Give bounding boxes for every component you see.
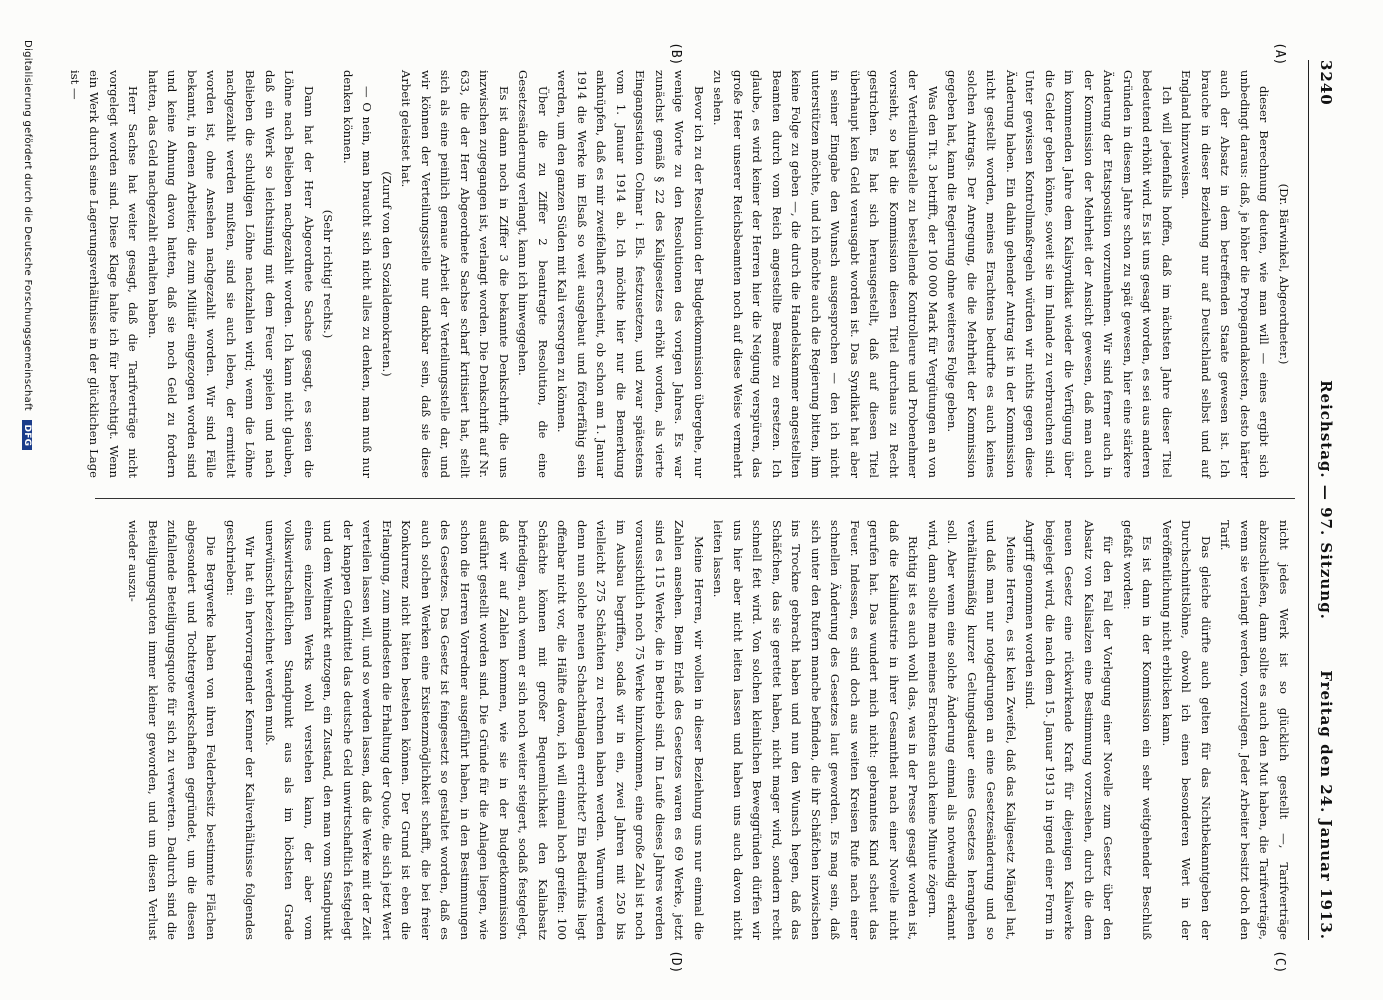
- page-header: [1308, 60, 1343, 940]
- paragraph: Ich will jedenfalls hoffen, daß im nächsten Jahre dieser Titel bedeutend erhöht wird. Es ist uns gesagt worden, es sei aus anderen Gründen in diesem Jahre schon zu spät gewesen, hier eine stärkere Änderung der Etatsposition vorzunehmen. Wir sind ferner auch in der Kommission der Mehrheit der Ansicht gewesen, daß man auch im kommenden Jahre dem Kalisyndikat wieder die Verfügung über die Gelder geben könne, soweit sie im Inlande zu verbrauchen sind. Unter gewissen Kontrollmaßregeln würden wir nichts gegen diese Änderung haben. Ein dahin gehender Antrag ist in der Kommission nicht gestellt worden, meines Erachtens bedurfte es auch keines solchen Antrags. Der Anregung, die die Mehrheit der Kommission gegeben hat, kann die Regierung ohne weiteres Folge geben.: [945, 70, 1174, 478]
- page-footer: [13, 40, 33, 960]
- paragraph: Was den Tit. 3 betrifft, der 100 000 Mark für Vergütungen an von der Verteilungsstelle zu bestellende Kontrolleure und Probenehmer vorsieht, so hat die Kommission diesen Titel durchaus zu Recht gestrichen. Es hat sich herausgestellt, daß auf diesen Titel überhaupt kein Geld verausgabt worden ist. Das Syndikat hat aber in seiner Eingabe den Wunsch ausgesprochen — den ich nicht unterstützen möchte, und ich möchte auch die Regierung bitten, ihm keine Folge zu geben —, die durch die Handelskammer angestellten Beamten durch vom Reich angestellte Beamte zu ersetzen. Ich glaube, es wird keiner der Herren hier die Neigung verspüren, das große Heer unserer Reichsbeamten noch auf diese Weise vermehrt zu sehen.: [711, 70, 940, 478]
- page-number: 3240: [1317, 60, 1335, 106]
- footer-credit: Digitalisierung gefördert durch die Deutsche Forschungsgemeinschaft: [22, 40, 33, 411]
- paragraph: (Zuruf von den Sozialdemokraten.): [380, 171, 394, 377]
- paragraph: (Dr. Bärwinkel, Abgeordneter.): [1277, 183, 1291, 365]
- paragraph: Richtig ist es auch wohl das, was in der Presse gesagt worden ist, daß die Kaliindustrie in ihrer Gesamtheit nach einer Novelle nicht gerufen hat. Das wundert mich nicht: gebranntes Kind scheut das Feuer. Indessen, es sind doch aus weiten Kreisen Rufe nach einer schnellen Änderung des Gesetzes laut geworden. Es mag sein, daß sich unter den Rufern manche befinden, die ihr Schäfchen inzwischen ins Trockne gebracht haben und nun den Wunsch hegen, daß das Schäfchen, das sie gerettet haben, nicht mager wird, sondern recht schnell fett wird. Von solchen kleinlichen Beweggründen dürfen wir uns hier aber nicht leiten lassen und haben uns auch davon nicht leiten lassen.: [711, 520, 921, 940]
- paragraph: Meine Herren, es ist kein Zweifel, daß das Kaligesetz Mängel hat, und daß man nur notgedrungen an eine Gesetzesänderung und so verhältnismäßig kurzer Geltungsdauer eines Gesetzes herangehen soll. Aber wenn eine solche Änderung einmal als notwendig erkannt wird, dann sollte man meines Erachtens auch keine Minute zögern.: [926, 520, 1018, 940]
- paragraph: Die Bergwerke haben von ihren Felderbesitz bestimmte Flächen abgesondert und Tochtergewerkschaften gegründet, um die diesen zufallende Beteiligungsquote für sich zu verwerten. Dadurch sind die Beteiligungsquoten immer kleiner geworden, und um diesen Verlust wieder auszu-: [126, 520, 219, 940]
- paragraph: Herr Sachse hat weiter gesagt, daß die Tarifverträge nicht vorgelegt worden sind. Diese Klage halte ich für berechtigt. Wenn ein Werk durch seine Lagerungsverhältnisse in der glücklichen Lage ist —: [68, 70, 141, 478]
- left-column: [68, 70, 1293, 478]
- paragraph: — O nein, man braucht sich nicht alles zu denken, man muß nur denken können.: [341, 70, 375, 478]
- dfg-logo: DFG: [22, 420, 32, 450]
- margin-marker-c: (C): [1272, 950, 1287, 974]
- paragraph: Es ist dann noch in Ziffer 3 die bekannte Denkschrift, die uns inzwischen zugegangen ist, verlangt worden. Die Denkschrift auf Nr. 633, die der Herr Abgeordnete Sachse scharf kritisiert hat, stellt sich als eine peinlich genaue Arbeit der Verteilungsstelle dar, und wir können der Verteilungsstelle nur dankbar sein, daß sie diese Arbeit geleistet hat.: [399, 70, 511, 478]
- column-divider: [95, 498, 1295, 499]
- margin-marker-b: (B): [668, 42, 683, 66]
- margin-marker-d: (D): [668, 950, 683, 974]
- paragraph: für den Fall der Vorlegung einer Novelle zum Gesetz über den Absatz von Kalisalzen eine Bestimmung vorzusehen, durch die dem neuen Gesetz eine rückwirkende Kraft für diejenigen Kaliwerke beigelegt wird, die nach dem 15. Januar 1913 in irgend einer Form in Angriff genommen worden sind.: [1023, 520, 1116, 940]
- paragraph: Wir hat ein hervorragender Kenner der Kaliverhältnisse folgendes geschrieben:: [224, 520, 258, 940]
- paragraph: Bevor ich zu der Resolution der Budgetkommission übergehe, nur wenige Worte zu den Resolutionen des vorigen Jahres. Es war zunächst gemäß § 22 des Kaligesetzes erhöht worden, als vierte Eingangsstation Colmar i. Els. festzusetzen, und zwar spätestens vom 1. Januar 1914 ab. Ich möchte hier nur die Bemerkung anknüpfen, daß es mir zweifelhaft erscheint, ob schon am 1. Januar 1914 die Werke im Elsaß so weit ausgebaut und förderfähig sein werden, um den ganzen Süden mit Kali versorgen zu können.: [555, 70, 706, 478]
- header-date: Freitag den 24. Januar 1913.: [1317, 670, 1335, 940]
- right-column: [126, 520, 1293, 940]
- paragraph: (Sehr richtig! rechts.): [321, 209, 336, 339]
- paragraph: dieser Berechnung deuten, wie man will — eines ergibt sich unbedingt daraus: daß, je höher die Propagandakosten, desto härter auch der Absatz in dem betreffenden Staate gewesen ist. Ich brauche in dieser Beziehung nur auf Deutschland selbst und auf England hinzuweisen.: [1179, 70, 1272, 478]
- header-title: Reichstag. — 97. Sitzung.: [1317, 380, 1335, 620]
- paragraph: Dann hat der Herr Abgeordnete Sachse gesagt, es seien die Löhne nach Belieben nachgezahlt worden. Ich kann nicht glauben, daß ein Werk so leichtsinnig mit dem Feuer spielen und nach Belieben die schuldigen Löhne nachzahlen wird; wenn die Löhne nachgezahlt werden mußten, sind sie auch leben, der ermittelt worden ist, ohne Ansehen nachgezahlt worden. Wir sind Fälle bekannt, in denen Arbeiter, die zum Militär eingezogen worden sind und keine Ahnung davon hatten, daß sie noch Geld zu fordern hatten, das Geld nachgezahlt erhalten haben.: [146, 70, 316, 478]
- paragraph: nicht jedes Werk ist so glücklich gestellt —, Tarifverträge abzuschließen, dann sollte es auch den Mut haben, die Tarifverträge, wenn sie verlangt werden, vorzulegen. Jeder Arbeiter besitzt doch den Tarif.: [1218, 520, 1291, 940]
- margin-marker-a: (A): [1272, 42, 1287, 66]
- paragraph: Meine Herren, wir wollen in dieser Beziehung uns nur einmal die Zahlen ansehen. Beim Erlaß des Gesetzes waren es 69 Werke, jetzt sind es 115 Werke, die in Betrieb sind. Im Laufe dieses Jahres werden voraussichtlich noch 75 Werke hinzukommen, eine große Zahl ist noch im Ausbau begriffen, sodaß wir in ein, zwei Jahren mit 250 bis vielleicht 275 Schächten zu rechnen haben werden. Warum werden denn nun solche neuen Schachtanlagen errichtet? Ein Bedürfnis liegt offenbar nicht vor, die Hälfte davon, ich will einmal hoch greifen: 100 Schächte können mit großer Bequemlichkeit den Kaliabsatz befriedigen, auch wenn er sich noch weiter steigert, sodaß festgelegt, daß wir auf Zahlen kommen, wie sie in der Budgetkommission ausführt gestellt worden sind. Die Gründe für die Anlagen liegen, wie schon die Herren Vorredner ausgeführt haben, in den Bestimmungen des Gesetzes. Das Gesetz ist feingesetzt so gestaltet worden, daß es auch solchen Werken eine Existenzmöglichkeit schafft, die bei freier Konkurrenz nicht hätten bestehen können. Der Grund ist eben die Erlangung, zum mindesten die Erhaltung der Quote, die sich jetzt Wert verteilen lassen will, und so werden lassen, daß die Werke mit der Zeit der knappen Geldmittel das deutsche Geld unwirtschaftlich festgelegt und dem Weltmarkt entzogen, ein Zustand, den man vom Standpunkt eines einzelnen Werks wohl verstehen kann, der aber vom volkswirtschaftlichen Standpunkt aus als im höchsten Grade unerwünscht bezeichnet werden muß.: [263, 520, 706, 940]
- paragraph: Das gleiche dürfte auch gelten für das Nichtbekanntgeben der Durchschnittslöhne, obwohl ich einen besonderen Wert in der Veröffentlichung nicht erblicken kann.: [1160, 520, 1213, 940]
- paragraph: Es ist dann in der Kommission ein sehr weitgehender Beschluß gefaßt worden:: [1121, 520, 1155, 940]
- paragraph: Über die zu Ziffer 2 beantragte Resolution, die eine Gesetzesänderung verlangt, kann ich hinweggehen.: [516, 70, 550, 478]
